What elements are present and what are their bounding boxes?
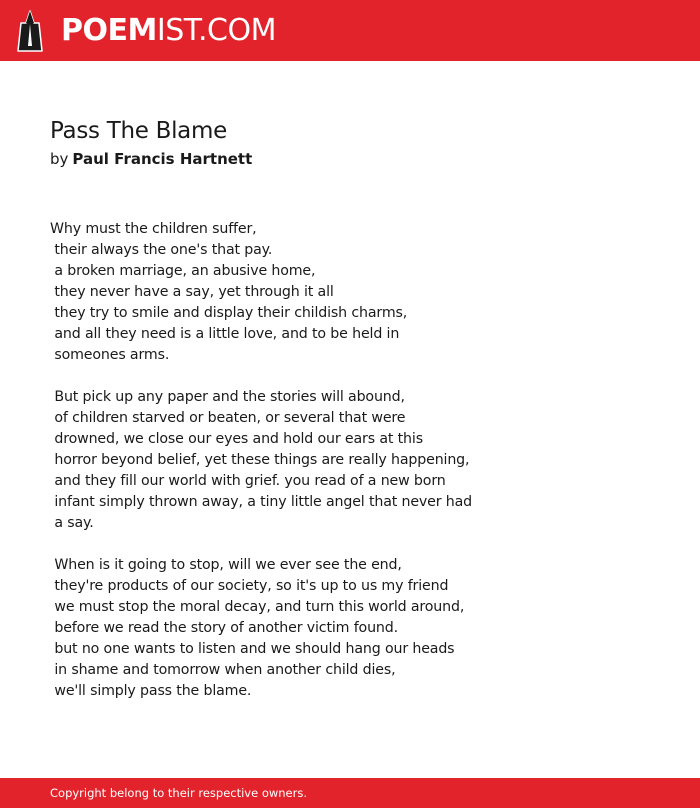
poem-line: someones arms. <box>50 347 170 363</box>
stanza-break <box>50 366 490 387</box>
poem-line: Why must the children suffer, <box>50 221 257 237</box>
site-header <box>0 0 700 61</box>
poem-line: in shame and tomorrow when another child dies, <box>50 662 396 678</box>
byline <box>50 149 252 169</box>
poem-line: but no one wants to listen and we should hang our heads <box>50 641 455 657</box>
poem-line: they never have a say, yet through it all <box>50 284 334 300</box>
stanza-break <box>50 534 490 555</box>
poem-line: and all they need is a little love, and to be held in <box>50 326 400 342</box>
poem-line: they try to smile and display their childish charms, <box>50 305 408 321</box>
poem-line: their always the one's that pay. <box>50 242 273 258</box>
poem-line: a broken marriage, an abusive home, <box>50 263 316 279</box>
poem-line: infant simply thrown away, a tiny little angel that never had <box>50 494 473 510</box>
poem-line: before we read the story of another victim found. <box>50 620 398 636</box>
poem-line: horror beyond belief, yet these things are really happening, <box>50 452 470 468</box>
poem-body <box>50 219 490 702</box>
poem-line: When is it going to stop, will we ever see the end, <box>50 557 402 573</box>
copyright-text: Copyright belong to their respective owners. <box>50 786 308 800</box>
poem-title: Pass The Blame <box>50 118 227 144</box>
poem-line: we must stop the moral decay, and turn this world around, <box>50 599 465 615</box>
by-label: by <box>50 150 69 168</box>
poem-line: But pick up any paper and the stories will abound, <box>50 389 405 405</box>
site-footer <box>0 778 700 808</box>
poem-line: and they fill our world with grief. you read of a new born <box>50 473 446 489</box>
poem-line: they're products of our society, so it's up to us my friend <box>50 578 449 594</box>
author-name[interactable]: Paul Francis Hartnett <box>72 150 253 168</box>
poem-line: a say. <box>50 515 94 531</box>
logo-text-light: IST.COM <box>156 13 276 48</box>
poem-line: drowned, we close our eyes and hold our ears at this <box>50 431 423 447</box>
site-logo[interactable] <box>61 13 276 49</box>
poem-line: we'll simply pass the blame. <box>50 683 252 699</box>
pencil-icon[interactable] <box>17 10 43 52</box>
poem-line: of children starved or beaten, or several that were <box>50 410 406 426</box>
logo-text-bold: POEM <box>61 13 157 48</box>
